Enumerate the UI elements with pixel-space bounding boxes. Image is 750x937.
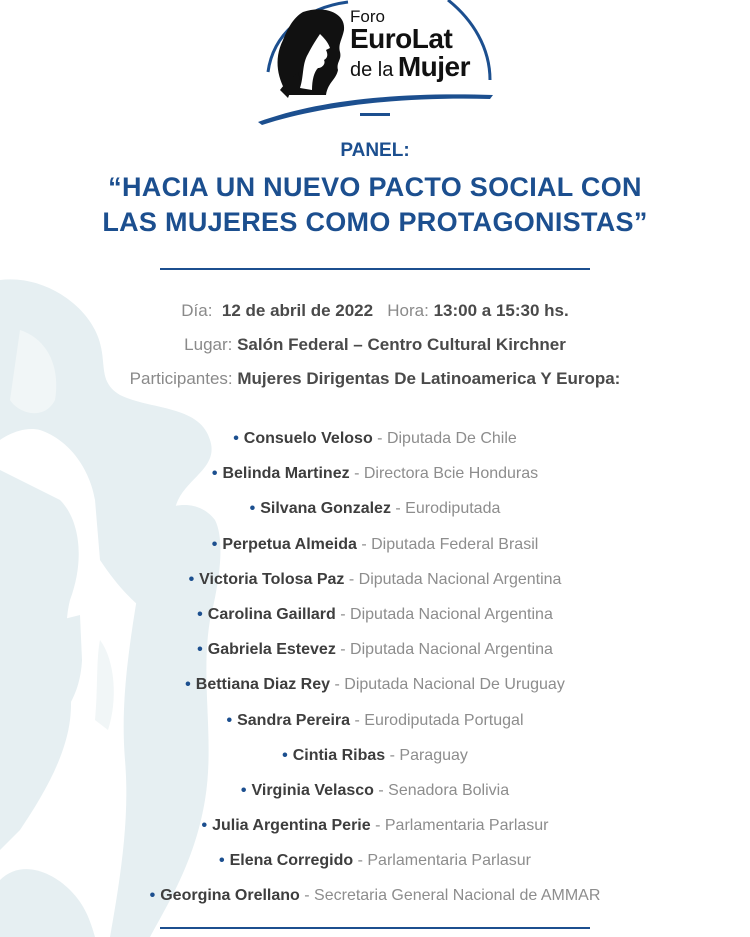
bullet-icon: • <box>188 570 195 588</box>
list-item: • Georgina Orellano - Secretaria General Nacional de AMMAR <box>149 887 601 905</box>
bullet-icon: • <box>197 605 203 623</box>
list-item: • Julia Argentina Perie - Parlamentaria Parlasur <box>201 817 549 835</box>
bullet-icon: • <box>201 817 208 835</box>
bullet-icon: • <box>211 465 218 483</box>
bullet-icon: • <box>211 535 218 553</box>
list-item: • Consuelo Veloso - Diputada De Chile <box>233 430 517 447</box>
hour-value: 13:00 a 15:30 hs. <box>433 301 569 320</box>
logo-de-la: de la <box>350 59 394 81</box>
bullet-icon: • <box>233 430 239 447</box>
date-time-line <box>0 301 750 321</box>
participants-line <box>0 369 750 389</box>
bullet-icon: • <box>197 641 203 659</box>
panel-title-line-1: “HACIA UN NUEVO PACTO SOCIAL CON <box>108 172 642 202</box>
list-item: • Cintia Ribas - Paraguay <box>282 746 468 764</box>
panel-title <box>0 170 750 240</box>
day-label: Día: <box>181 301 213 320</box>
logo-mujer: Mujer <box>397 51 471 82</box>
list-item: • Carolina Gaillard - Diputada Nacional Argentina <box>197 605 553 623</box>
bullet-icon: • <box>240 781 247 799</box>
place-value: Salón Federal – Centro Cultural Kirchner <box>237 335 566 354</box>
logo-divider <box>360 113 390 116</box>
bullet-icon: • <box>249 500 256 518</box>
panel-label: PANEL: <box>340 140 410 161</box>
list-item: • Silvana Gonzalez - Eurodiputada <box>249 500 501 518</box>
logo-foro: Foro <box>350 7 385 26</box>
bullet-icon: • <box>185 676 191 694</box>
divider-top <box>160 268 590 270</box>
list-item: • Elena Corregido - Parlamentaria Parlasur <box>218 852 532 870</box>
logo-eurolat: EuroLat <box>350 23 453 54</box>
list-item: • Perpetua Almeida - Diputada Federal Brasil <box>211 535 539 553</box>
bullet-icon: • <box>149 887 156 905</box>
foro-eurolat-logo <box>258 0 498 125</box>
divider-bottom <box>160 927 590 929</box>
list-item: • Belinda Martinez - Directora Bcie Honduras <box>211 465 539 483</box>
logo-wordmark <box>350 8 470 81</box>
participants-label: Participantes: <box>129 369 233 388</box>
bullet-icon: • <box>218 852 225 870</box>
bullet-icon: • <box>226 711 233 729</box>
participants-value: Mujeres Dirigentas De Latinoamerica Y Europa: <box>237 369 621 388</box>
day-value: 12 de abril de 2022 <box>221 301 374 320</box>
hour-label: Hora: <box>387 301 429 320</box>
bullet-icon: • <box>282 746 288 764</box>
panel-title-line-2: LAS MUJERES COMO PROTAGONISTAS” <box>102 207 648 237</box>
list-item: • Sandra Pereira - Eurodiputada Portugal <box>226 711 524 729</box>
list-item: • Bettiana Diaz Rey - Diputada Nacional De Uruguay <box>185 676 565 694</box>
place-line <box>0 335 750 355</box>
woman-profile-icon <box>278 9 345 98</box>
list-item: • Virginia Velasco - Senadora Bolivia <box>240 781 510 799</box>
place-label: Lugar: <box>184 335 233 354</box>
participants-list <box>0 426 750 919</box>
list-item: • Gabriela Estevez - Diputada Nacional Argentina <box>197 641 553 659</box>
list-item: • Victoria Tolosa Paz - Diputada Nacional Argentina <box>188 570 562 588</box>
